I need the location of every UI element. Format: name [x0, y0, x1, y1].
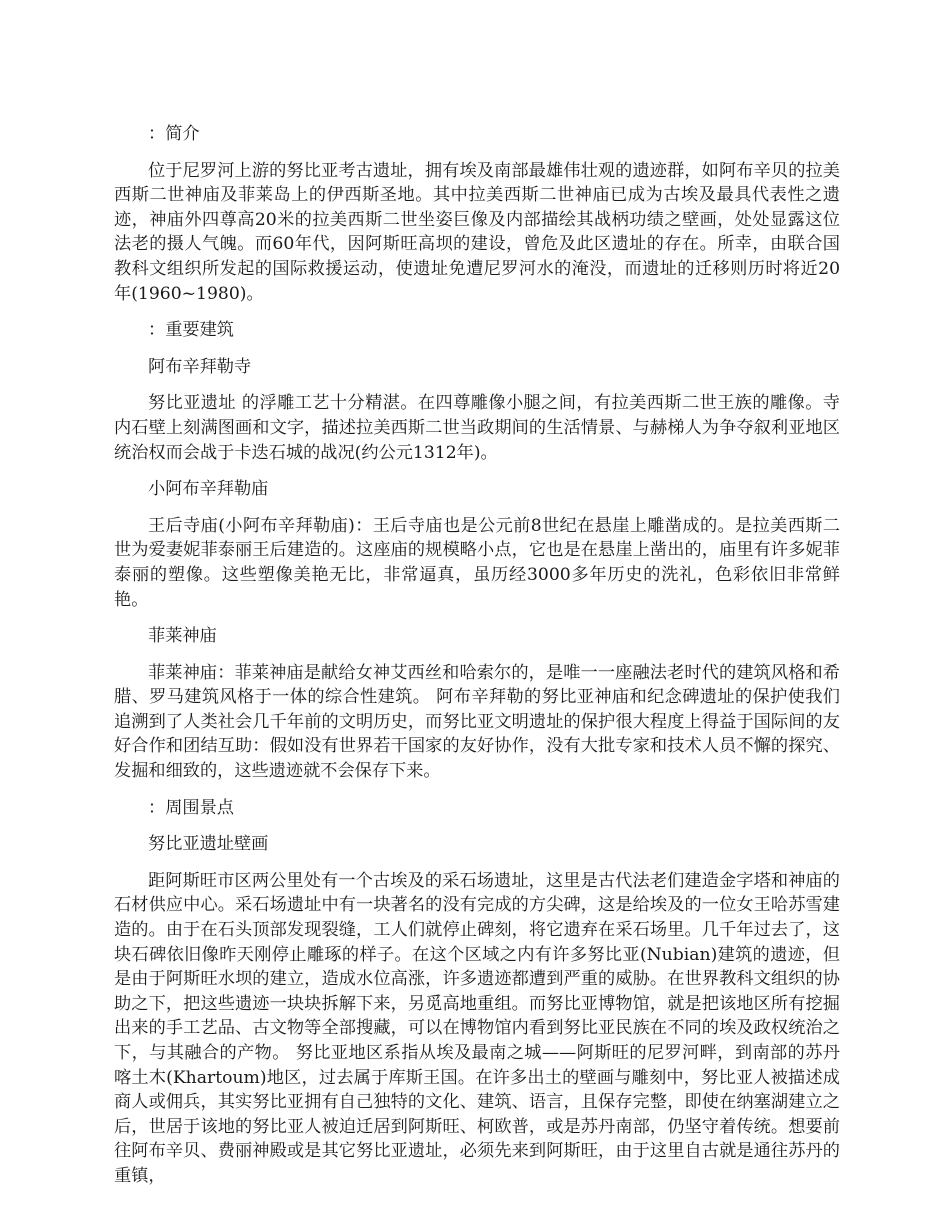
section-heading-architecture: ：重要建筑 [148, 320, 234, 341]
subheading-abu-simbel-temple: 阿布辛拜勒寺 [148, 356, 252, 377]
document-page [114, 122, 840, 1201]
subheading-philae-temple: 菲莱神庙 [148, 626, 217, 647]
subheading-nubian-murals: 努比亚遗址壁画 [148, 834, 269, 855]
abu-simbel-temple-paragraph: 努比亚遗址 的浮雕工艺十分精湛。在四尊雕像小腿之间，有拉美西斯二世王族的雕像。寺内石壁上刻满图画和文字，描述拉美西斯二世当政期间的生活情景、与赫梯人为争夺叙利亚地区统治权而会战于卡迭石城的战况(约公元1312年)。 [114, 393, 840, 463]
intro-paragraph: 位于尼罗河上游的努比亚考古遗址，拥有埃及南部最雄伟壮观的遗迹群，如阿布辛贝的拉美西斯二世神庙及菲莱岛上的伊西斯圣地。其中拉美西斯二世神庙已成为古埃及最具代表性之遗迹，神庙外四尊高20米的拉美西斯二世坐姿巨像及内部描绘其战柄功绩之壁画，处处显露这位法老的摄人气魄。而60年代，因阿斯旺高坝的建设，曾危及此区遗址的存在。所幸，由联合国教科文组织所发起的国际救援运动，使遗址免遭尼罗河水的淹没，而遗址的迁移则历时将近20年(1960~1980)。 [114, 160, 840, 304]
philae-temple-paragraph: 菲莱神庙：菲莱神庙是献给女神艾西丝和哈索尔的，是唯一一座融法老时代的建筑风格和希腊、罗马建筑风格于一体的综合性建筑。 阿布辛拜勒的努比亚神庙和纪念碑遗址的保护使我们追溯到了人类社会几千年前的文明历史，而努比亚文明遗址的保护很大程度上得益于国际间的友好合作和团结互助：假如没有世界若干国家的友好协作，没有大批专家和技术人员不懈的探究、发掘和细致的，这些遗迹就不会保存下来。 [114, 662, 840, 782]
section-heading-intro: ：简介 [148, 124, 200, 144]
subheading-small-abu-simbel-temple: 小阿布辛拜勒庙 [148, 479, 269, 500]
small-abu-simbel-temple-paragraph: 王后寺庙(小阿布辛拜勒庙)：王后寺庙也是公元前8世纪在悬崖上雕凿成的。是拉美西斯二世为爱妻妮菲泰丽王后建造的。这座庙的规模略小点，它也是在悬崖上凿出的，庙里有许多妮菲泰丽的塑像。这些塑像美艳无比，非常逼真，虽历经3000多年历史的洗礼，色彩依旧非常鲜艳。 [114, 515, 840, 610]
section-heading-nearby-attractions: ：周围景点 [148, 797, 234, 818]
nubian-murals-paragraph: 距阿斯旺市区两公里处有一个古埃及的采石场遗址，这里是古代法老们建造金字塔和神庙的石材供应中心。采石场遗址中有一块著名的没有完成的方尖碑，这是给埃及的一位女王哈苏雪建造的。由于在石头顶部发现裂缝，工人们就停止碑刻，将它遗弃在采石场里。几千年过去了，这块石碑依旧像昨天刚停止雕琢的样子。在这个区域之内有许多努比亚(Nubian)建筑的遗迹，但是由于阿斯旺水坝的建立，造成水位高涨，许多遗迹都遭到严重的威胁。在世界教科文组织的协助之下，把这些遗迹一块块拆解下来，另觅高地重组。而努比亚博物馆，就是把该地区所有挖掘出来的手工艺品、古文物等全部搜藏，可以在博物馆内看到努比亚民族在不同的埃及政权统治之下，与其融合的产物。 努比亚地区系指从埃及最南之城——阿斯旺的尼罗河畔，到南部的苏丹喀土木(Khartoum)地区，过去属于库斯王国。在许多出土的壁画与雕刻中，努比亚人被描述成商人或佣兵，其实努比亚拥有自己独特的文化、建筑、语言，且保存完整，即使在纳塞湖建立之后，世居于该地的努比亚人被迫迁居到阿斯旺、柯欧普，或是苏丹南部，仍坚守着传统。想要前往阿布辛贝、费丽神殿或是其它努比亚遗址，必须先来到阿斯旺，由于这里自古就是通往苏丹的重镇， [114, 870, 840, 1186]
